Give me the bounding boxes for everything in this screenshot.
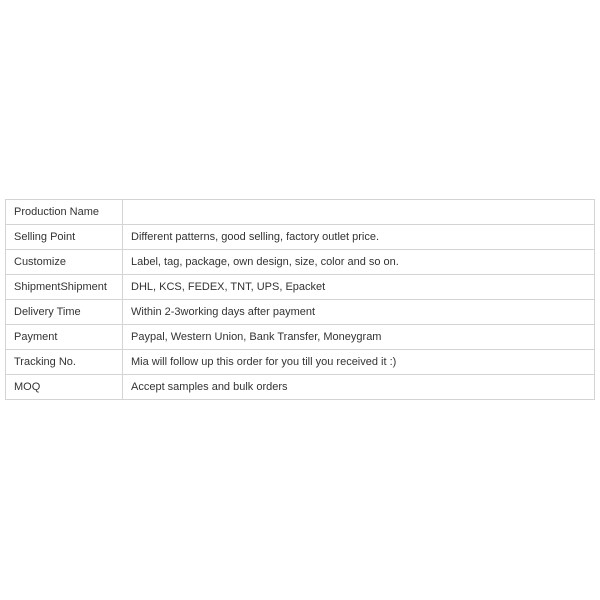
table-row-production-name bbox=[6, 200, 595, 225]
row-value: Label, tag, package, own design, size, color and so on. bbox=[123, 250, 595, 275]
row-value: Within 2-3working days after payment bbox=[123, 300, 595, 325]
table-row-selling-point bbox=[6, 225, 595, 250]
row-label: MOQ bbox=[6, 375, 123, 400]
row-value: DHL, KCS, FEDEX, TNT, UPS, Epacket bbox=[123, 275, 595, 300]
table-row-shipment bbox=[6, 275, 595, 300]
table-row-moq bbox=[6, 375, 595, 400]
row-label: Delivery Time bbox=[6, 300, 123, 325]
row-label: Payment bbox=[6, 325, 123, 350]
row-value: Different patterns, good selling, factory outlet price. bbox=[123, 225, 595, 250]
row-label: Customize bbox=[6, 250, 123, 275]
row-label: Selling Point bbox=[6, 225, 123, 250]
row-label: ShipmentShipment bbox=[6, 275, 123, 300]
product-spec-table bbox=[5, 199, 595, 400]
row-label: Production Name bbox=[6, 200, 123, 225]
table-row-payment bbox=[6, 325, 595, 350]
table-row-customize bbox=[6, 250, 595, 275]
row-value: Mia will follow up this order for you till you received it :) bbox=[123, 350, 595, 375]
row-value bbox=[123, 200, 595, 225]
table-row-delivery-time bbox=[6, 300, 595, 325]
table-row-tracking-no bbox=[6, 350, 595, 375]
row-value: Accept samples and bulk orders bbox=[123, 375, 595, 400]
row-label: Tracking No. bbox=[6, 350, 123, 375]
row-value: Paypal, Western Union, Bank Transfer, Moneygram bbox=[123, 325, 595, 350]
